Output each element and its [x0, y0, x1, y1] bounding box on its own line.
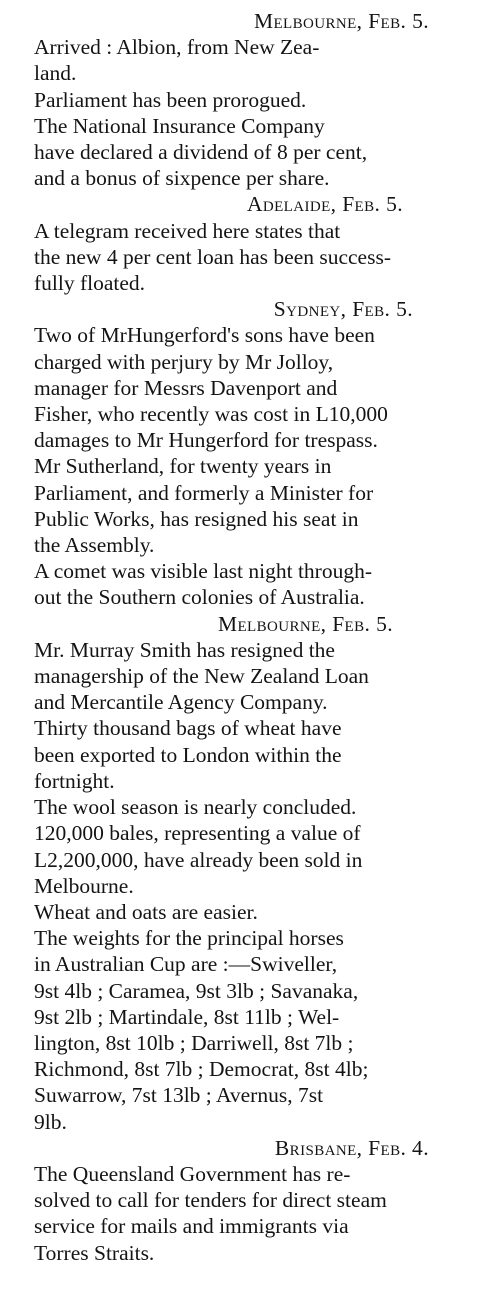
dateline-adelaide: Adelaide, Feb. 5.: [246, 192, 403, 217]
text-line: 9st 2lb ; Martindale, 8st 11lb ; Wel-: [34, 1004, 340, 1029]
text-line: The wool season is nearly concluded.: [34, 795, 357, 820]
text-line: fortnight.: [34, 768, 115, 793]
text-line: solved to call for tenders for direct steam: [34, 1188, 387, 1213]
text-line: the new 4 per cent loan has been success-: [34, 244, 391, 269]
news-paragraph: [8, 794, 465, 899]
text-line: The weights for the principal horses: [34, 926, 344, 951]
text-line: Public Works, has resigned his seat in: [34, 506, 359, 531]
text-line: and Mercantile Agency Company.: [34, 690, 328, 715]
news-paragraph: [8, 715, 465, 794]
news-paragraph: [8, 925, 465, 1135]
text-line: been exported to London within the: [34, 742, 342, 767]
news-paragraph: [8, 87, 465, 113]
news-paragraph: [8, 1161, 465, 1266]
text-line: manager for Messrs Davenport and: [34, 375, 338, 400]
text-line: A comet was visible last night through-: [34, 559, 372, 584]
text-line: Wheat and oats are easier.: [34, 899, 258, 924]
text-line: the Assembly.: [34, 533, 155, 558]
text-line: charged with perjury by Mr Jolloy,: [34, 349, 334, 374]
text-line: Mr. Murray Smith has resigned the: [34, 637, 335, 662]
text-line: L2,200,000, have already been sold in: [34, 847, 363, 872]
text-line: Parliament, and formerly a Minister for: [34, 480, 374, 505]
news-paragraph: [8, 34, 465, 86]
dateline-sydney: Sydney, Feb. 5.: [273, 297, 413, 322]
text-line: The National Insurance Company: [34, 113, 325, 138]
text-line: Parliament has been prorogued.: [34, 87, 307, 112]
news-paragraph: [8, 113, 465, 192]
text-line: Melbourne.: [34, 873, 134, 898]
text-line: have declared a dividend of 8 per cent,: [34, 140, 368, 165]
text-line: Fisher, who recently was cost in L10,000: [34, 402, 388, 427]
news-paragraph: [8, 558, 465, 610]
text-line: managership of the New Zealand Loan: [34, 664, 369, 689]
news-paragraph: [8, 218, 465, 297]
dateline-melbourne-2: Melbourne, Feb. 5.: [217, 611, 393, 636]
news-paragraph: [8, 322, 465, 453]
text-line: damages to Mr Hungerford for trespass.: [34, 428, 378, 453]
text-line: Arrived : Albion, from New Zea-: [34, 35, 320, 60]
text-line: land.: [34, 61, 77, 86]
text-line: Mr Sutherland, for twenty years in: [34, 454, 332, 479]
text-line: service for mails and immigrants via: [34, 1214, 349, 1239]
text-line: A telegram received here states that: [34, 218, 341, 243]
text-line: Torres Straits.: [34, 1240, 155, 1265]
text-line: and a bonus of sixpence per share.: [34, 166, 330, 191]
text-line: 9st 4lb ; Caramea, 9st 3lb ; Savanaka,: [34, 978, 359, 1003]
text-line: Richmond, 8st 7lb ; Democrat, 8st 4lb;: [34, 1057, 369, 1082]
text-line: The Queensland Government has re-: [34, 1161, 351, 1186]
news-paragraph: [8, 899, 465, 925]
text-line: in Australian Cup are :—Swiveller,: [34, 952, 338, 977]
news-paragraph: [8, 453, 465, 558]
text-line: 120,000 bales, representing a value of: [34, 821, 361, 846]
text-line: Thirty thousand bags of wheat have: [34, 716, 342, 741]
text-line: lington, 8st 10lb ; Darriwell, 8st 7lb ;: [34, 1030, 354, 1055]
dateline-melbourne: Melbourne, Feb. 5.: [253, 9, 429, 33]
dateline-brisbane: Brisbane, Feb. 4.: [274, 1135, 429, 1160]
text-line: Two of MrHungerford's sons have been: [34, 323, 375, 348]
text-line: out the Southern colonies of Australia.: [34, 585, 365, 610]
text-line: fully floated.: [34, 271, 146, 296]
news-paragraph: [8, 637, 465, 716]
text-line: 9lb.: [34, 1109, 67, 1134]
text-line: Suwarrow, 7st 13lb ; Avernus, 7st: [34, 1083, 324, 1108]
